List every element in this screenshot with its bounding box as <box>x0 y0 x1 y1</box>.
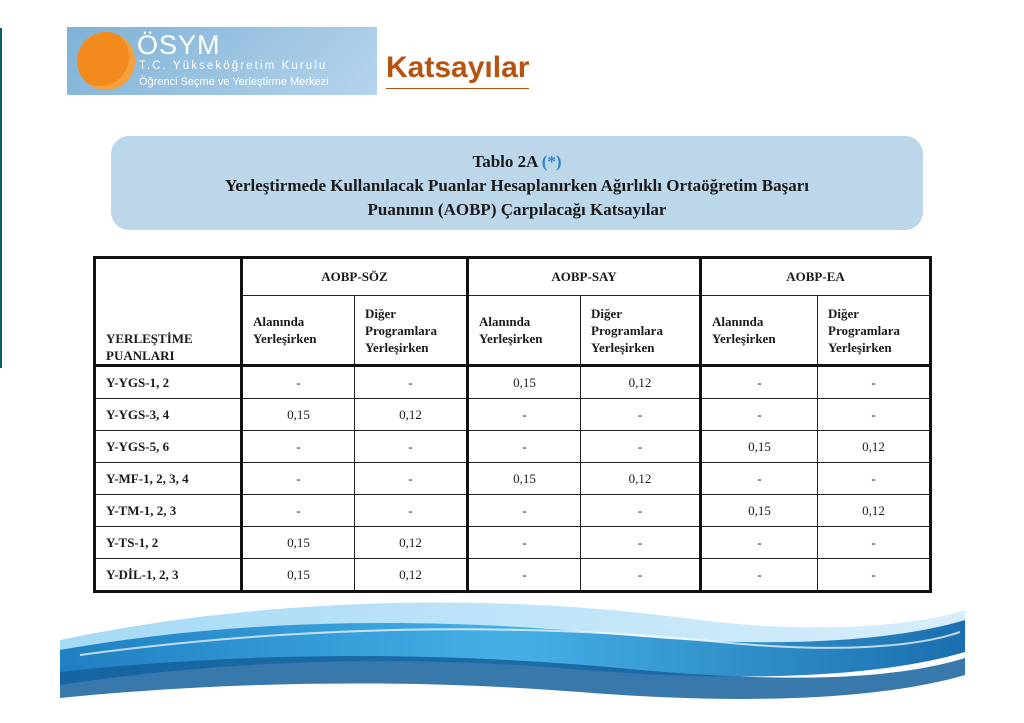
table-cell: 0,15 <box>701 431 818 463</box>
table-cell: - <box>581 431 701 463</box>
table-cell: 0,12 <box>818 495 931 527</box>
logo-wordmark: ÖSYM <box>137 30 221 60</box>
left-accent-rule <box>0 28 2 368</box>
table-caption <box>111 136 923 230</box>
table-cell: - <box>355 431 468 463</box>
table-cell: - <box>468 399 581 431</box>
table-cell: 0,15 <box>242 559 355 592</box>
table-cell: 0,15 <box>468 366 581 399</box>
table-cell: - <box>468 431 581 463</box>
table-cell: 0,12 <box>355 399 468 431</box>
table-cell: - <box>701 463 818 495</box>
decorative-wave <box>0 580 1024 723</box>
row-label: Y-YGS-5, 6 <box>95 431 242 463</box>
table-cell: - <box>818 463 931 495</box>
logo-orange-circle <box>77 32 135 90</box>
table-cell: - <box>701 559 818 592</box>
table-cell: - <box>701 527 818 559</box>
row-label: Y-DİL-1, 2, 3 <box>95 559 242 592</box>
table-cell: - <box>468 559 581 592</box>
group-header-soz: AOBP-SÖZ <box>242 258 468 296</box>
caption-footnote-star: (*) <box>541 152 562 171</box>
subheader-soz-diger: Diğer Programlara Yerleşirken <box>355 296 468 366</box>
table-cell: - <box>701 366 818 399</box>
table-cell: - <box>581 527 701 559</box>
row-label: Y-YGS-1, 2 <box>95 366 242 399</box>
row-label: Y-TS-1, 2 <box>95 527 242 559</box>
table-cell: - <box>581 399 701 431</box>
table-cell: - <box>818 559 931 592</box>
osym-logo <box>67 27 377 95</box>
table-row <box>95 463 931 495</box>
table-row <box>95 399 931 431</box>
table-cell: - <box>242 366 355 399</box>
table-cell: 0,15 <box>468 463 581 495</box>
page-title: Katsayılar <box>386 48 529 89</box>
subheader-ea-diger: Diğer Programlara Yerleşirken <box>818 296 931 366</box>
table-row <box>95 366 931 399</box>
subheader-soz-alaninda: Alanında Yerleşirken <box>242 296 355 366</box>
table-cell: - <box>468 495 581 527</box>
logo-subtitle-1: T.C. Yükseköğretim Kurulu <box>139 60 328 72</box>
table-cell: - <box>355 495 468 527</box>
caption-table-number: Tablo 2A <box>472 152 538 171</box>
row-label: Y-MF-1, 2, 3, 4 <box>95 463 242 495</box>
table-cell: - <box>818 527 931 559</box>
table-cell: - <box>818 399 931 431</box>
table-cell: 0,12 <box>581 463 701 495</box>
table-cell: - <box>581 559 701 592</box>
table-cell: - <box>242 463 355 495</box>
table-cell: 0,12 <box>581 366 701 399</box>
table-cell: 0,12 <box>818 431 931 463</box>
table-row <box>95 495 931 527</box>
table-cell: - <box>701 399 818 431</box>
row-label: Y-TM-1, 2, 3 <box>95 495 242 527</box>
row-label: Y-YGS-3, 4 <box>95 399 242 431</box>
table-cell: 0,15 <box>242 527 355 559</box>
caption-line-1 <box>111 150 923 174</box>
group-header-say: AOBP-SAY <box>468 258 701 296</box>
table-cell: - <box>468 527 581 559</box>
caption-line-2: Yerleştirmede Kullanılacak Puanlar Hesaplanırken Ağırlıklı Ortaöğretim Başarı <box>225 176 809 195</box>
table-cell: - <box>355 366 468 399</box>
table-cell: - <box>581 495 701 527</box>
subheader-ea-alaninda: Alanında Yerleşirken <box>701 296 818 366</box>
subheader-say-alaninda: Alanında Yerleşirken <box>468 296 581 366</box>
table-cell: 0,12 <box>355 559 468 592</box>
table-row <box>95 431 931 463</box>
table-cell: - <box>818 366 931 399</box>
table-cell: - <box>242 495 355 527</box>
table-row <box>95 527 931 559</box>
table-cell: - <box>242 431 355 463</box>
table-cell: 0,15 <box>242 399 355 431</box>
caption-line-3: Puanının (AOBP) Çarpılacağı Katsayılar <box>367 200 667 219</box>
group-header-ea: AOBP-EA <box>701 258 931 296</box>
table-cell: 0,12 <box>355 527 468 559</box>
table-cell: 0,15 <box>701 495 818 527</box>
table-cell: - <box>355 463 468 495</box>
logo-subtitle-2: Öğrenci Seçme ve Yerleştirme Merkezi <box>139 76 329 88</box>
subheader-say-diger: Diğer Programlara Yerleşirken <box>581 296 701 366</box>
coefficients-table <box>93 256 932 593</box>
row-header-cell: YERLEŞTİME PUANLARI <box>95 258 242 366</box>
